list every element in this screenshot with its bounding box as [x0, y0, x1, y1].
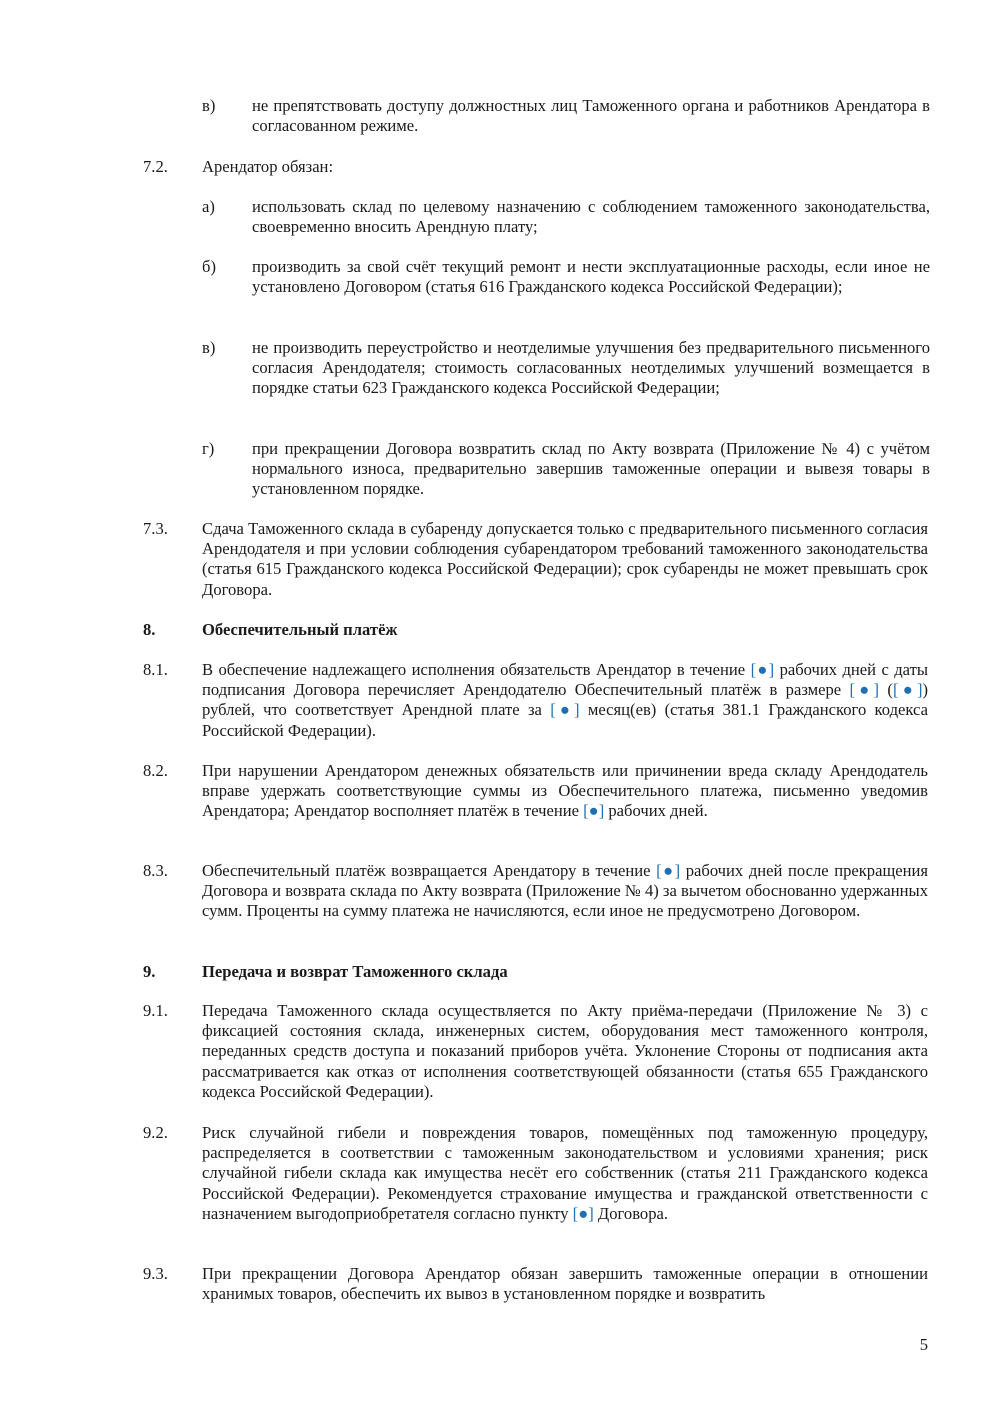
text-run: Сдача Таможенного склада в субаренду допускается только с предварительного письменного согласия Арендодателя и при условии соблюдения субарендатором требований таможенного законодательства (статья 615 Гражданского кодекса Российской Федерации); срок субаренды не может превышать срок Договора. [202, 519, 928, 599]
section-title [202, 962, 508, 982]
clause-text [202, 1264, 928, 1304]
clause-text [202, 1001, 928, 1102]
placeholder-marker: [●] [550, 700, 580, 720]
subclause [202, 439, 930, 500]
clause-number: 9.3. [143, 1264, 168, 1283]
clause [143, 157, 928, 177]
text-run: рабочих дней после прекращения Договора и возврата склада по Акту возврата (Приложение № 4) за вычетом обоснованно удержанных сумм. Проценты на сумму платежа не начисляются, если иное не предусмотрено Договором. [202, 861, 928, 921]
placeholder-marker: [●] [750, 660, 775, 679]
text-run: Договора. [593, 1203, 669, 1223]
text-run: Арендатор обязан: [202, 157, 334, 176]
section-heading [143, 620, 397, 640]
clause-number: а) [202, 197, 215, 216]
clause-text [202, 761, 928, 822]
text-run: При прекращении Договора Арендатор обязан завершить таможенные операции в отношении хранимых товаров, обеспечить их вывоз в установленном порядке и возвратить [202, 1264, 928, 1304]
text-run: ) рублей, что соответствует Арендной плате за [202, 680, 928, 720]
text-run: Риск случайной гибели и повреждения товаров, помещённых под таможенную процедуру, распределяется в соответствии с таможенным законодательством и условиями хранения; риск случайной гибели склада как имущества несёт его собственник (статья 211 Гражданского кодекса Российской Федерации). Рекомендуется страхование имущества и гражданской ответственности с назначением выгодоприобретателя согласно пункту [202, 1123, 928, 1223]
section-heading [143, 962, 508, 982]
text-run: рабочих дней. [604, 801, 708, 821]
text-run: не производить переустройство и неотделимые улучшения без предварительного письменного согласия Арендодателя; стоимость согласованных неотделимых улучшений возмещается в порядке статьи 623 Гражданского кодекса Российской Федерации; [252, 338, 930, 398]
clause-number: б) [202, 257, 216, 276]
clause-number: 9. [143, 962, 156, 981]
text-run: ( [879, 680, 893, 700]
clause-text [202, 157, 928, 177]
clause [143, 519, 928, 600]
clause-number: 8.3. [143, 861, 168, 880]
text-run: производить за свой счёт текущий ремонт и нести эксплуатационные расходы, если иное не установлено Договором (статья 616 Гражданского кодекса Российской Федерации); [252, 257, 930, 297]
text-run: Обеспечительный платёж возвращается Арендатору в течение [202, 861, 657, 880]
clause-text [252, 338, 930, 399]
clause-text [252, 96, 930, 136]
text-run: месяц(ев) (статья 381.1 Гражданского кодекса Российской Федерации). [202, 700, 928, 740]
clause-text [202, 519, 928, 600]
clause-number: г) [202, 439, 215, 458]
clause-number: в) [202, 338, 216, 357]
text-run: при прекращении Договора возвратить склад по Акту возврата (Приложение № 4) с учётом нормального износа, предварительно завершив таможенные операции и вывезя товары в установленном порядке. [252, 439, 930, 499]
text-run: При нарушении Арендатором денежных обязательств или причинении вреда складу Арендодатель вправе удержать соответствующие суммы из Обеспечительного платежа, письменно уведомив Арендатора; Арендатор восполняет платёж в течение [202, 761, 928, 821]
clause-number: 9.2. [143, 1123, 168, 1142]
text-run: не препятствовать доступу должностных лиц Таможенного органа и работников Арендатора в согласованном режиме. [252, 96, 930, 136]
section-title [202, 620, 397, 640]
text-run: Передача Таможенного склада осуществляется по Акту приёма-передачи (Приложение № 3) с фиксацией состояния склада, инженерных систем, оборудования мест таможенного контроля, переданных средств доступа и показаний приборов учёта. Уклонение Стороны от подписания акта рассматривается как отказ от исполнения соответствующей обязанности (статья 655 Гражданского кодекса Российской Федерации). [202, 1001, 928, 1101]
placeholder-marker: [●] [656, 861, 681, 880]
placeholder-marker: [●] [572, 1203, 594, 1223]
clause-number: 8. [143, 620, 156, 639]
clause-number: 8.1. [143, 660, 168, 679]
subclause [202, 197, 930, 237]
clause-number: 9.1. [143, 1001, 168, 1020]
placeholder-marker: [●] [849, 680, 880, 700]
page-number: 5 [919, 1335, 928, 1354]
text-run: использовать склад по целевому назначению с соблюдением таможенного законодательства, своевременно вносить Арендную плату; [252, 197, 930, 237]
clause-number: 8.2. [143, 761, 168, 780]
placeholder-marker: [●] [583, 801, 605, 821]
clause [143, 1001, 928, 1102]
text-run: рабочих дней с даты подписания Договора перечисляет Арендодателю Обеспечительный платёж в размере [202, 660, 928, 700]
clause [143, 861, 928, 922]
subclause [202, 257, 930, 297]
subclause [202, 338, 930, 399]
clause-number: 7.2. [143, 157, 168, 176]
clause [143, 1123, 928, 1224]
subclause [202, 96, 930, 136]
clause-text [202, 861, 928, 922]
text-run: Передача и возврат Таможенного склада [202, 962, 508, 981]
text-run: В обеспечение надлежащего исполнения обязательств Арендатор в течение [202, 660, 751, 679]
clause [143, 761, 928, 822]
placeholder-marker: [●] [892, 680, 923, 700]
text-run: Обеспечительный платёж [202, 620, 398, 639]
clause-text [202, 1123, 928, 1224]
clause-text [252, 439, 930, 500]
clause-text [202, 660, 928, 741]
clause [143, 1264, 928, 1304]
clause [143, 660, 928, 741]
clause-text [252, 257, 930, 297]
clause-text [252, 197, 930, 237]
clause-number: 7.3. [143, 519, 168, 538]
clause-number: в) [202, 96, 216, 115]
